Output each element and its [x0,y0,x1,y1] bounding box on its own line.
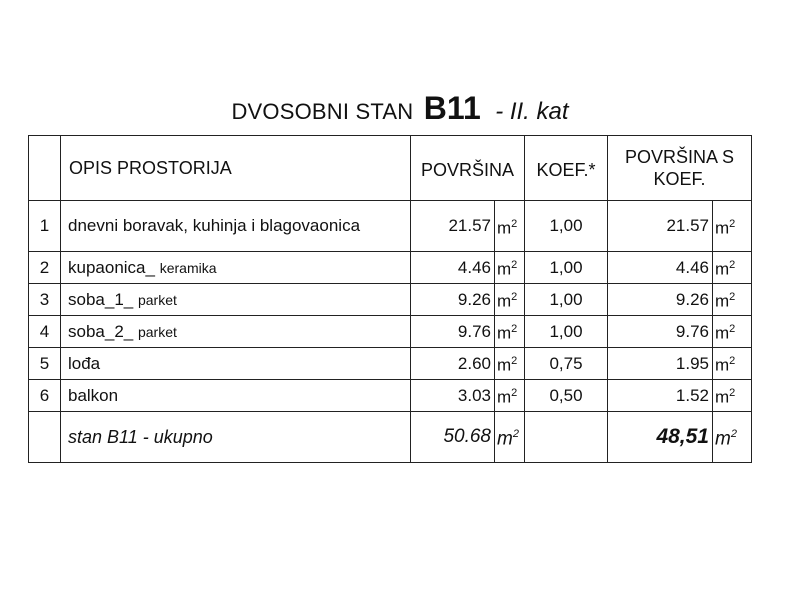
room-name [61,252,411,284]
table-row [29,201,752,252]
header-number [29,136,61,201]
room-coefficient: 0,75 [525,348,608,380]
total-area-unit: $m^2$ [495,412,525,463]
header-area: POVRŠINA [411,136,525,201]
area-unit: $m^2$ [495,380,525,412]
total-label: stan B11 - ukupno [61,412,411,463]
table-row [29,348,752,380]
area-coef-unit: $m^2$ [713,284,752,316]
room-coefficient: 0,50 [525,380,608,412]
room-coefficient: 1,00 [525,201,608,252]
total-coefficient-cell [525,412,608,463]
total-area: 50.68 [411,412,495,463]
area-coef-unit: $m^2$ [713,316,752,348]
room-name [61,316,411,348]
room-name-text: dnevni boravak, kuhinja i blagovaonica [68,216,361,235]
room-area: 9.76 [411,316,495,348]
area-unit: $m^2$ [495,348,525,380]
room-area-coef: 4.46 [608,252,713,284]
row-number: 1 [29,201,61,252]
table-header-row [29,136,752,201]
apartment-floor: - II. kat [495,98,569,125]
room-coefficient: 1,00 [525,316,608,348]
room-material: parket [137,323,177,340]
header-coefficient: KOEF.* [525,136,608,201]
room-material: parket [137,291,177,308]
room-area: 2.60 [411,348,495,380]
table-row [29,284,752,316]
header-area-with-coefficient: POVRŠINA S KOEF. [608,136,752,201]
room-name [61,380,411,412]
row-number: 6 [29,380,61,412]
table-row [29,380,752,412]
area-unit: $m^2$ [495,201,525,252]
header-description: OPIS PROSTORIJA [61,136,411,201]
area-unit: $m^2$ [495,284,525,316]
room-area-coef: 9.76 [608,316,713,348]
total-number-cell [29,412,61,463]
table-row [29,316,752,348]
row-number: 2 [29,252,61,284]
room-area: 4.46 [411,252,495,284]
apartment-type: DVOSOBNI STAN [231,99,414,124]
room-name-text: kupaonica_ [68,257,155,277]
area-coef-unit: $m^2$ [713,252,752,284]
room-area-table [28,135,752,463]
room-name-text: balkon [68,385,119,405]
total-area-coef-unit: $m^2$ [713,412,752,463]
area-unit: $m^2$ [495,316,525,348]
table-row [29,252,752,284]
room-area-coef: 21.57 [608,201,713,252]
room-name-text: soba_2_ [68,321,134,341]
area-unit: $m^2$ [495,252,525,284]
area-coef-unit: $m^2$ [713,348,752,380]
room-name-text: lođa [68,353,101,373]
apartment-title [0,88,800,128]
room-area: 9.26 [411,284,495,316]
total-row [29,412,752,463]
room-name [61,284,411,316]
room-area-coef: 1.52 [608,380,713,412]
row-number: 3 [29,284,61,316]
row-number: 5 [29,348,61,380]
room-name [61,201,411,252]
room-name-text: soba_1_ [68,289,134,309]
room-coefficient: 1,00 [525,284,608,316]
area-coef-unit: $m^2$ [713,380,752,412]
room-area: 3.03 [411,380,495,412]
room-area: 21.57 [411,201,495,252]
room-area-coef: 1.95 [608,348,713,380]
total-area-coef: 48,51 [608,412,713,463]
room-coefficient: 1,00 [525,252,608,284]
apartment-code: B11 [423,90,481,126]
area-coef-unit: $m^2$ [713,201,752,252]
room-area-coef: 9.26 [608,284,713,316]
room-name [61,348,411,380]
row-number: 4 [29,316,61,348]
room-material: keramika [159,259,217,276]
